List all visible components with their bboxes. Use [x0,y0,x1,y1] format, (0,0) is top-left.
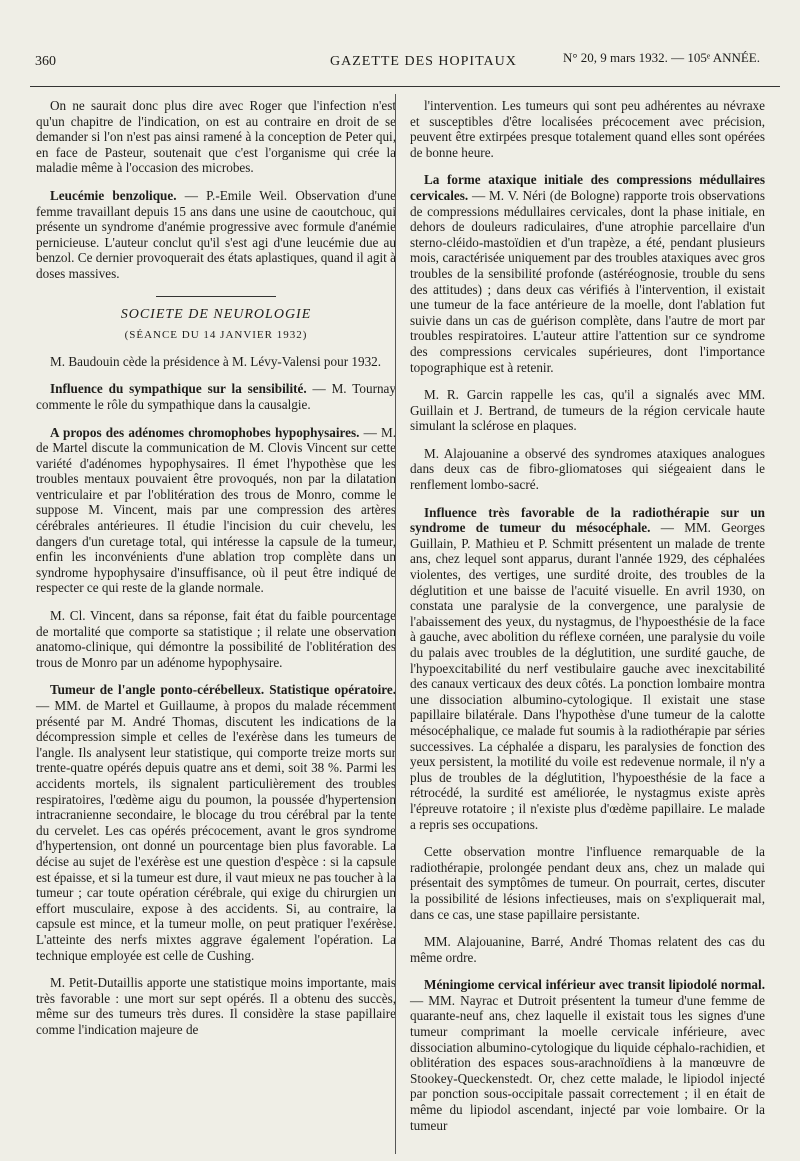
paragraph-heading: La forme ataxique initiale des compressions médullaires cervicales. [410,172,765,203]
paragraph-body: — MM. de Martel et Guillaume, à propos du malade récemment présenté par M. André Thomas, discutent les indications de la décompression simple et celles de l'exérèse dans les tumeurs de l'angle. Ils analysent leur statistique, qui comporte treize morts sur trente-quatre opérés depuis quatre ans et demi, soit 38 %. Parmi les accidents mortels, ils signalent particulièrement des troubles respiratoires, l'œdème aigu du poumon, la poussée d'hypertension intracranienne secondaire, le blocage du trou cérébral par la tente du cervelet. Les cas opérés précocement, avant le gros syndrome d'hypertension, ont donné un pourcentage bien plus favorable. La décise au sujet de l'exérèse est une question d'espèce : si la capsule est épaisse, et si la tumeur est dure, il vaut mieux ne pas toucher à la tumeur ; car toute opération cérébrale, qui exige du chirurgien un effort musculaire, expose à des accidents. Si, au contraire, la capsule est mince, et la tumeur molle, on peut pratiquer l'exérèse. L'atteinte des nerfs mixtes aggrave également l'opération. La technique employée est celle de Cushing. [36,698,396,963]
paragraph: M. R. Garcin rappelle les cas, qu'il a signalés avec MM. Guillain et J. Bertrand, de tumeurs de la région cervicale haute simulant la sclérose en plaques. [410,387,765,434]
paragraph-body: — MM. Georges Guillain, P. Mathieu et P. Schmitt présentent un malade de trente ans, chez lequel sont apparus, durant l'année 1929, des céphalées violentes, des vertiges, une surdité droite, des troubles de la déglutition et une baisse de l'acuité visuelle. En avril 1930, on constata une paralysie de la convergence, une paralysie de l'abaissement des yeux, du nystagmus, de l'hypoesthésie de la face à gauche, avec abolition du réflexe cornéen, une paralysie du voile du palais avec troubles de la déglutition, une surdité gauche, de l'hypoexcitabilité du nerf vestibulaire gauche avec inexcitabilité des canaux verticaux des deux côtés. La ponction lombaire montra une dissociation albumino-cytologique. Il existait une stase papillaire bilatérale. Dans l'hypothèse d'une tumeur de la calotte mésocéphalique, ce malade fut soumis à la radiothérapie par séries successives. La céphalée a disparu, les paralysies de fonction des yeux persistent, la motilité du voile est redevenue normale, il n'y a plus de troubles de la déglutition, l'hypoesthésie de la face a rétrocédé, la surdité est améliorée, le nystagmus existe après l'épreuve rotatoire ; il n'existe plus d'œdème papillaire. Le malade a repris ses occupations. [410,520,765,832]
paragraph-heading: Influence très favorable de la radiothérapie sur un syndrome de tumeur du mésocéphale. [410,504,765,536]
paragraph: l'intervention. Les tumeurs qui sont peu adhérentes au névraxe et susceptibles d'être localisées précocement avec précision, peuvent être extirpées presque totalement quand elles sont opérées de bonne heure. [410,98,765,160]
journal-title: GAZETTE DES HOPITAUX [330,54,517,69]
paragraph-body: — M. de Martel discute la communication de M. Clovis Vincent sur cette variété d'adénomes hypophysaires. Il émet l'hypothèse que les troubles mentaux pouvaient être provoqués, non par la dilatation ventriculaire et par l'oblitération des trous de Monro, comme le suppose M. Vincent, mais par une compression des artères cérébrales antérieures. Il étudie l'incision du cuir chevelu, les dangers d'un curetage total, qui intéresse la capsule de la tumeur, enfin les inconvénients d'une ablation trop complète dans un syndrome hypophysaire d'insuffisance, où il peut être indiqué de respecter ce qui reste de la glande normale. [36,424,396,596]
paragraph: On ne saurait donc plus dire avec Roger que l'infection n'est qu'un chapitre de l'indication, on est au contraire en droit de se demander si l'on n'est pas ainsi ramené à la conception de Peter qui, en face de Pasteur, soutenait que c'est l'organisme qui crée la maladie même à l'occasion des microbes. [36,98,396,176]
paragraph [410,172,765,375]
left-column [36,98,396,1049]
paragraph-body: — MM. Nayrac et Dutroit présentent la tumeur d'une femme de quarante-neuf ans, chez laquelle il existait tous les signes d'une tumeur comprimant la moelle cervicale inférieure, avec dissociation albumino-cytologique du liquide céphalo-rachidien, et oblitération des espaces sous-arachnoïdiens à la manœuvre de Stookey-Queckenstedt. Or, chez cette malade, le lipiodol injecté par ponction sous-occipitale passait correctement ; il en était de même du lipiodol ascendant, injecté par voie lombaire. Or la tumeur [410,992,765,1133]
paragraph: MM. Alajouanine, Barré, André Thomas relatent des cas du même ordre. [410,934,765,965]
paragraph-body: — M. Tournay commente le rôle du sympathique dans la causalgie. [36,381,396,412]
paragraph [36,188,396,282]
paragraph-heading: Leucémie benzolique. [50,187,177,203]
column-divider [395,94,396,1154]
section-rule [156,296,276,297]
paragraph-body: — P.-Emile Weil. Observation d'une femme travaillant depuis 15 ans dans une usine de caoutchouc, qui présente un syndrome d'anémie progressive avec formule d'anémie pernicieuse. L'auteur conclut qu'il s'est agi d'une leucémie due au benzol. Ce dernier provoquerait des états aplastiques, quand il agit à doses massives. [36,187,397,281]
paragraph [410,505,765,832]
section-header [36,296,396,344]
paragraph-heading: Méningiome cervical inférieur avec transit lipiodolé normal. [424,977,765,993]
right-column [410,98,765,1145]
paragraph-heading: Tumeur de l'angle ponto-cérébelleux. Statistique opératoire. [50,682,396,698]
section-title: SOCIETE DE NEUROLOGIE [120,306,312,322]
paragraph: Cette observation montre l'influence remarquable de la radiothérapie, prolongée pendant deux ans, chez un malade qui présentait des symptômes de tumeur. On pourrait, certes, discuter la possibilité de lésions infectieuses, mais on s'expliquerait mal, dans ce cas, une stase papillaire persistante. [410,844,765,922]
page-header [30,46,780,70]
paragraph-heading: A propos des adénomes chromophobes hypophysaires. [50,424,360,440]
paragraph: M. Cl. Vincent, dans sa réponse, fait état du faible pourcentage de mortalité que comporte sa statistique ; il relate une observation anatomo-clinique, qui démontre la possibilité de l'oblitération des trous de Monro par un adénome hypophysaire. [36,608,396,670]
paragraph [36,381,396,412]
header-rule [30,86,780,87]
issue-info: N° 20, 9 mars 1932. — 105ᵉ ANNÉE. [562,50,760,65]
paragraph: M. Alajouanine a observé des syndromes ataxiques analogues dans deux cas de fibro-gliomatoses qui siégeaient dans le renflement lombo-sacré. [410,445,765,493]
page-number: 360 [35,54,56,69]
paragraph: M. Petit-Dutaillis apporte une statistique moins importante, mais très favorable : une mort sur sept opérés. Il a obtenu des succès, même sur des tumeurs très dures. Il considère la stase papillaire comme l'indication majeure de [36,975,396,1037]
paragraph [36,425,396,597]
paragraph-body: — M. V. Néri (de Bologne) rapporte trois observations de compressions médullaires cervicales, dont la phase initiale, en dehors de douleurs radiculaires, d'une atrophie parcellaire d'un sterno-cléido-mastoïdien et d'un trapèze, a été, pendant plusieurs mois, caractérisée uniquement par des troubles ataxiques avec gros troubles de la sensibilité profonde (astéréognosie, trouble du sens des attitudes) ; dans deux cas vérifiés à l'intervention, il existait une tumeur de la face antérieure de la moelle, dont l'ablation fut suivie dans un cas de guérison complète, dans l'autre de mort par troubles respiratoires. L'auteur attire l'attention sur ce syndrome des compressions cervicales supérieures, dont l'importance topographique est à retenir. [410,187,765,375]
paragraph-heading: Influence du sympathique sur la sensibilité. [50,381,307,397]
section-subtitle: (SÉANCE DU 14 JANVIER 1932) [124,329,308,342]
paragraph [410,977,765,1133]
paragraph: M. Baudouin cède la présidence à M. Lévy-Valensi pour 1932. [50,353,382,369]
paragraph [36,682,396,963]
